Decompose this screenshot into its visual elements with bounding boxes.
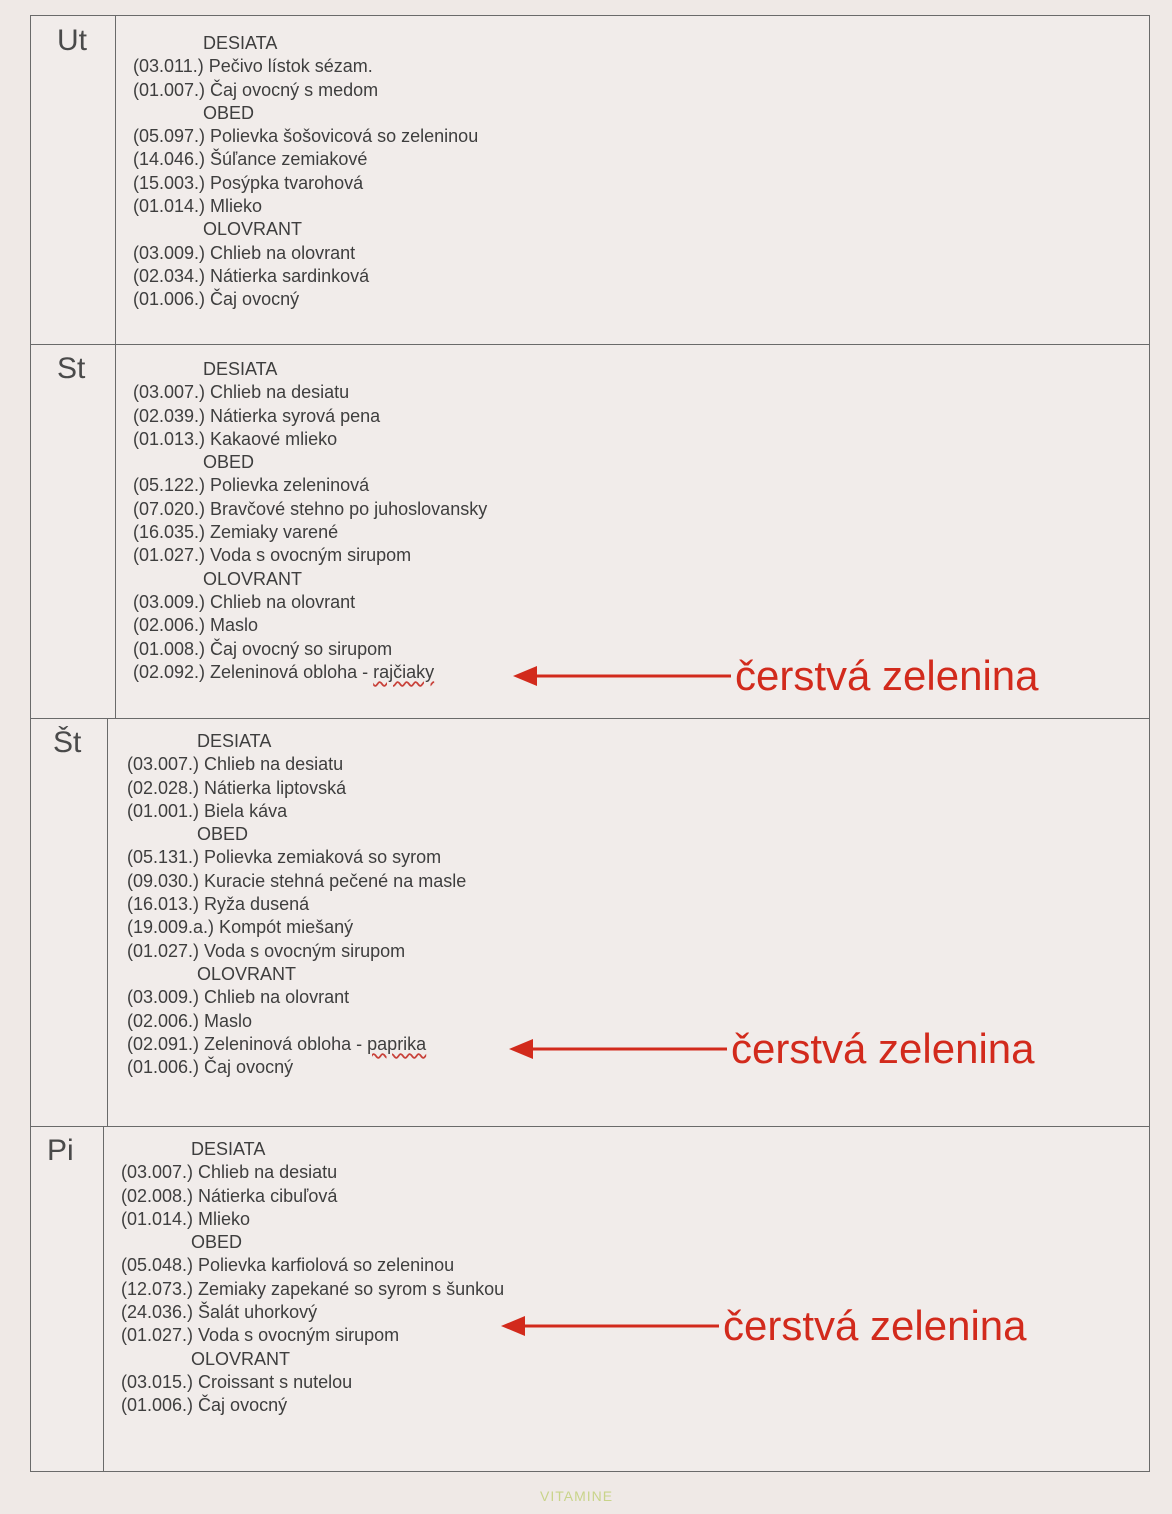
menu-item: (03.009.) Chlieb na olovrant [133,242,356,263]
menu-item: (15.003.) Posýpka tvarohová [133,172,364,193]
menu-item: (05.048.) Polievka karfiolová so zeleninou [121,1255,455,1276]
arrow-left-icon [513,664,733,688]
menu-item: (14.046.) Šúľance zemiakové [133,149,368,170]
meal-heading: OLOVRANT [191,1348,291,1369]
menu-item: (24.036.) Šalát uhorkový [121,1302,318,1323]
meal-heading: OLOVRANT [203,219,303,240]
menu-item: (01.006.) Čaj ovocný [127,1057,294,1078]
meal-heading: OBED [203,102,255,123]
fresh-vegetable-annotation [513,652,1039,700]
menu-list [121,1138,504,1418]
day-column [31,1126,104,1471]
menu-item: (01.006.) Čaj ovocný [121,1395,288,1416]
meal-heading: DESIATA [203,359,278,379]
menu-item: (02.006.) Maslo [133,615,259,636]
meal-heading: DESIATA [197,731,272,751]
fresh-vegetable-annotation [501,1302,1027,1350]
menu-item: (01.007.) Čaj ovocný s medom [133,79,379,100]
meal-heading: DESIATA [191,1139,266,1159]
menu-item: (01.014.) Mlieko [133,196,263,217]
menu-item: (03.007.) Chlieb na desiatu [127,754,344,775]
menu-item: (02.039.) Nátierka syrová pena [133,405,381,426]
day-column [31,344,116,718]
arrow-left-icon [509,1037,729,1061]
footer-brand: VITAMINE [540,1488,614,1504]
menu-list [133,32,478,312]
menu-item: (02.008.) Nátierka cibuľová [121,1185,338,1206]
meal-heading: OBED [203,452,255,473]
arrow-left-icon [501,1314,721,1338]
day-row-friday [31,1126,1149,1471]
day-row-wednesday [31,344,1149,719]
menu-item: (05.131.) Polievka zemiaková so syrom [127,847,442,868]
day-column [31,16,116,344]
annotation-label: čerstvá zelenina [735,652,1039,699]
meal-heading: OBED [191,1232,243,1253]
annotation-label: čerstvá zelenina [731,1025,1035,1072]
menu-item: (02.092.) Zeleninová obloha - rajčiaky [133,661,435,682]
menu-item: (02.091.) Zeleninová obloha - paprika [127,1033,427,1054]
day-label: Pi [47,1134,74,1167]
menu-item: (16.035.) Zemiaky varené [133,522,339,543]
highlighted-vegetable: rajčiaky [373,661,435,682]
menu-item: (02.006.) Maslo [127,1010,253,1031]
annotation-label: čerstvá zelenina [723,1302,1027,1349]
menu-item: (02.028.) Nátierka liptovská [127,777,347,798]
meal-heading: OBED [197,824,249,845]
menu-item: (01.008.) Čaj ovocný so sirupom [133,638,393,659]
meal-heading: OLOVRANT [197,963,297,984]
day-label: Št [53,726,82,759]
menu-item: (05.122.) Polievka zeleninová [133,475,370,496]
day-row-tuesday [31,16,1149,345]
meal-heading: DESIATA [203,33,278,53]
menu-item: (12.073.) Zemiaky zapekané so syrom s šunkou [121,1278,505,1299]
menu-item: (01.013.) Kakaové mlieko [133,428,338,449]
menu-item: (09.030.) Kuracie stehná pečené na masle [127,870,467,891]
day-label: Ut [57,24,87,57]
menu-item: (01.027.) Voda s ovocným sirupom [121,1325,400,1346]
menu-list [133,358,487,684]
menu-item: (01.006.) Čaj ovocný [133,289,300,310]
menu-item: (01.014.) Mlieko [121,1208,251,1229]
menu-item: (07.020.) Bravčové stehno po juhoslovansky [133,498,488,519]
menu-sheet [30,15,1150,1472]
menu-item: (03.011.) Pečivo lístok sézam. [133,56,373,77]
day-row-thursday [31,718,1149,1127]
fresh-vegetable-annotation [509,1025,1035,1073]
menu-item: (01.027.) Voda s ovocným sirupom [127,940,406,961]
menu-item: (03.007.) Chlieb na desiatu [133,382,350,403]
day-label: St [57,352,86,385]
menu-item: (19.009.a.) Kompót miešaný [127,917,354,938]
menu-list [127,730,466,1079]
menu-item: (16.013.) Ryža dusená [127,894,310,915]
menu-item: (01.027.) Voda s ovocným sirupom [133,545,412,566]
menu-item: (03.009.) Chlieb na olovrant [133,591,356,612]
menu-item: (01.001.) Biela káva [127,800,288,821]
menu-item: (03.007.) Chlieb na desiatu [121,1162,338,1183]
highlighted-vegetable: paprika [367,1033,427,1054]
menu-item: (05.097.) Polievka šošovicová so zeleninou [133,126,479,147]
meal-heading: OLOVRANT [203,568,303,589]
menu-item: (03.015.) Croissant s nutelou [121,1371,353,1392]
menu-item: (02.034.) Nátierka sardinková [133,265,370,286]
menu-item: (03.009.) Chlieb na olovrant [127,987,350,1008]
day-column [31,718,108,1126]
